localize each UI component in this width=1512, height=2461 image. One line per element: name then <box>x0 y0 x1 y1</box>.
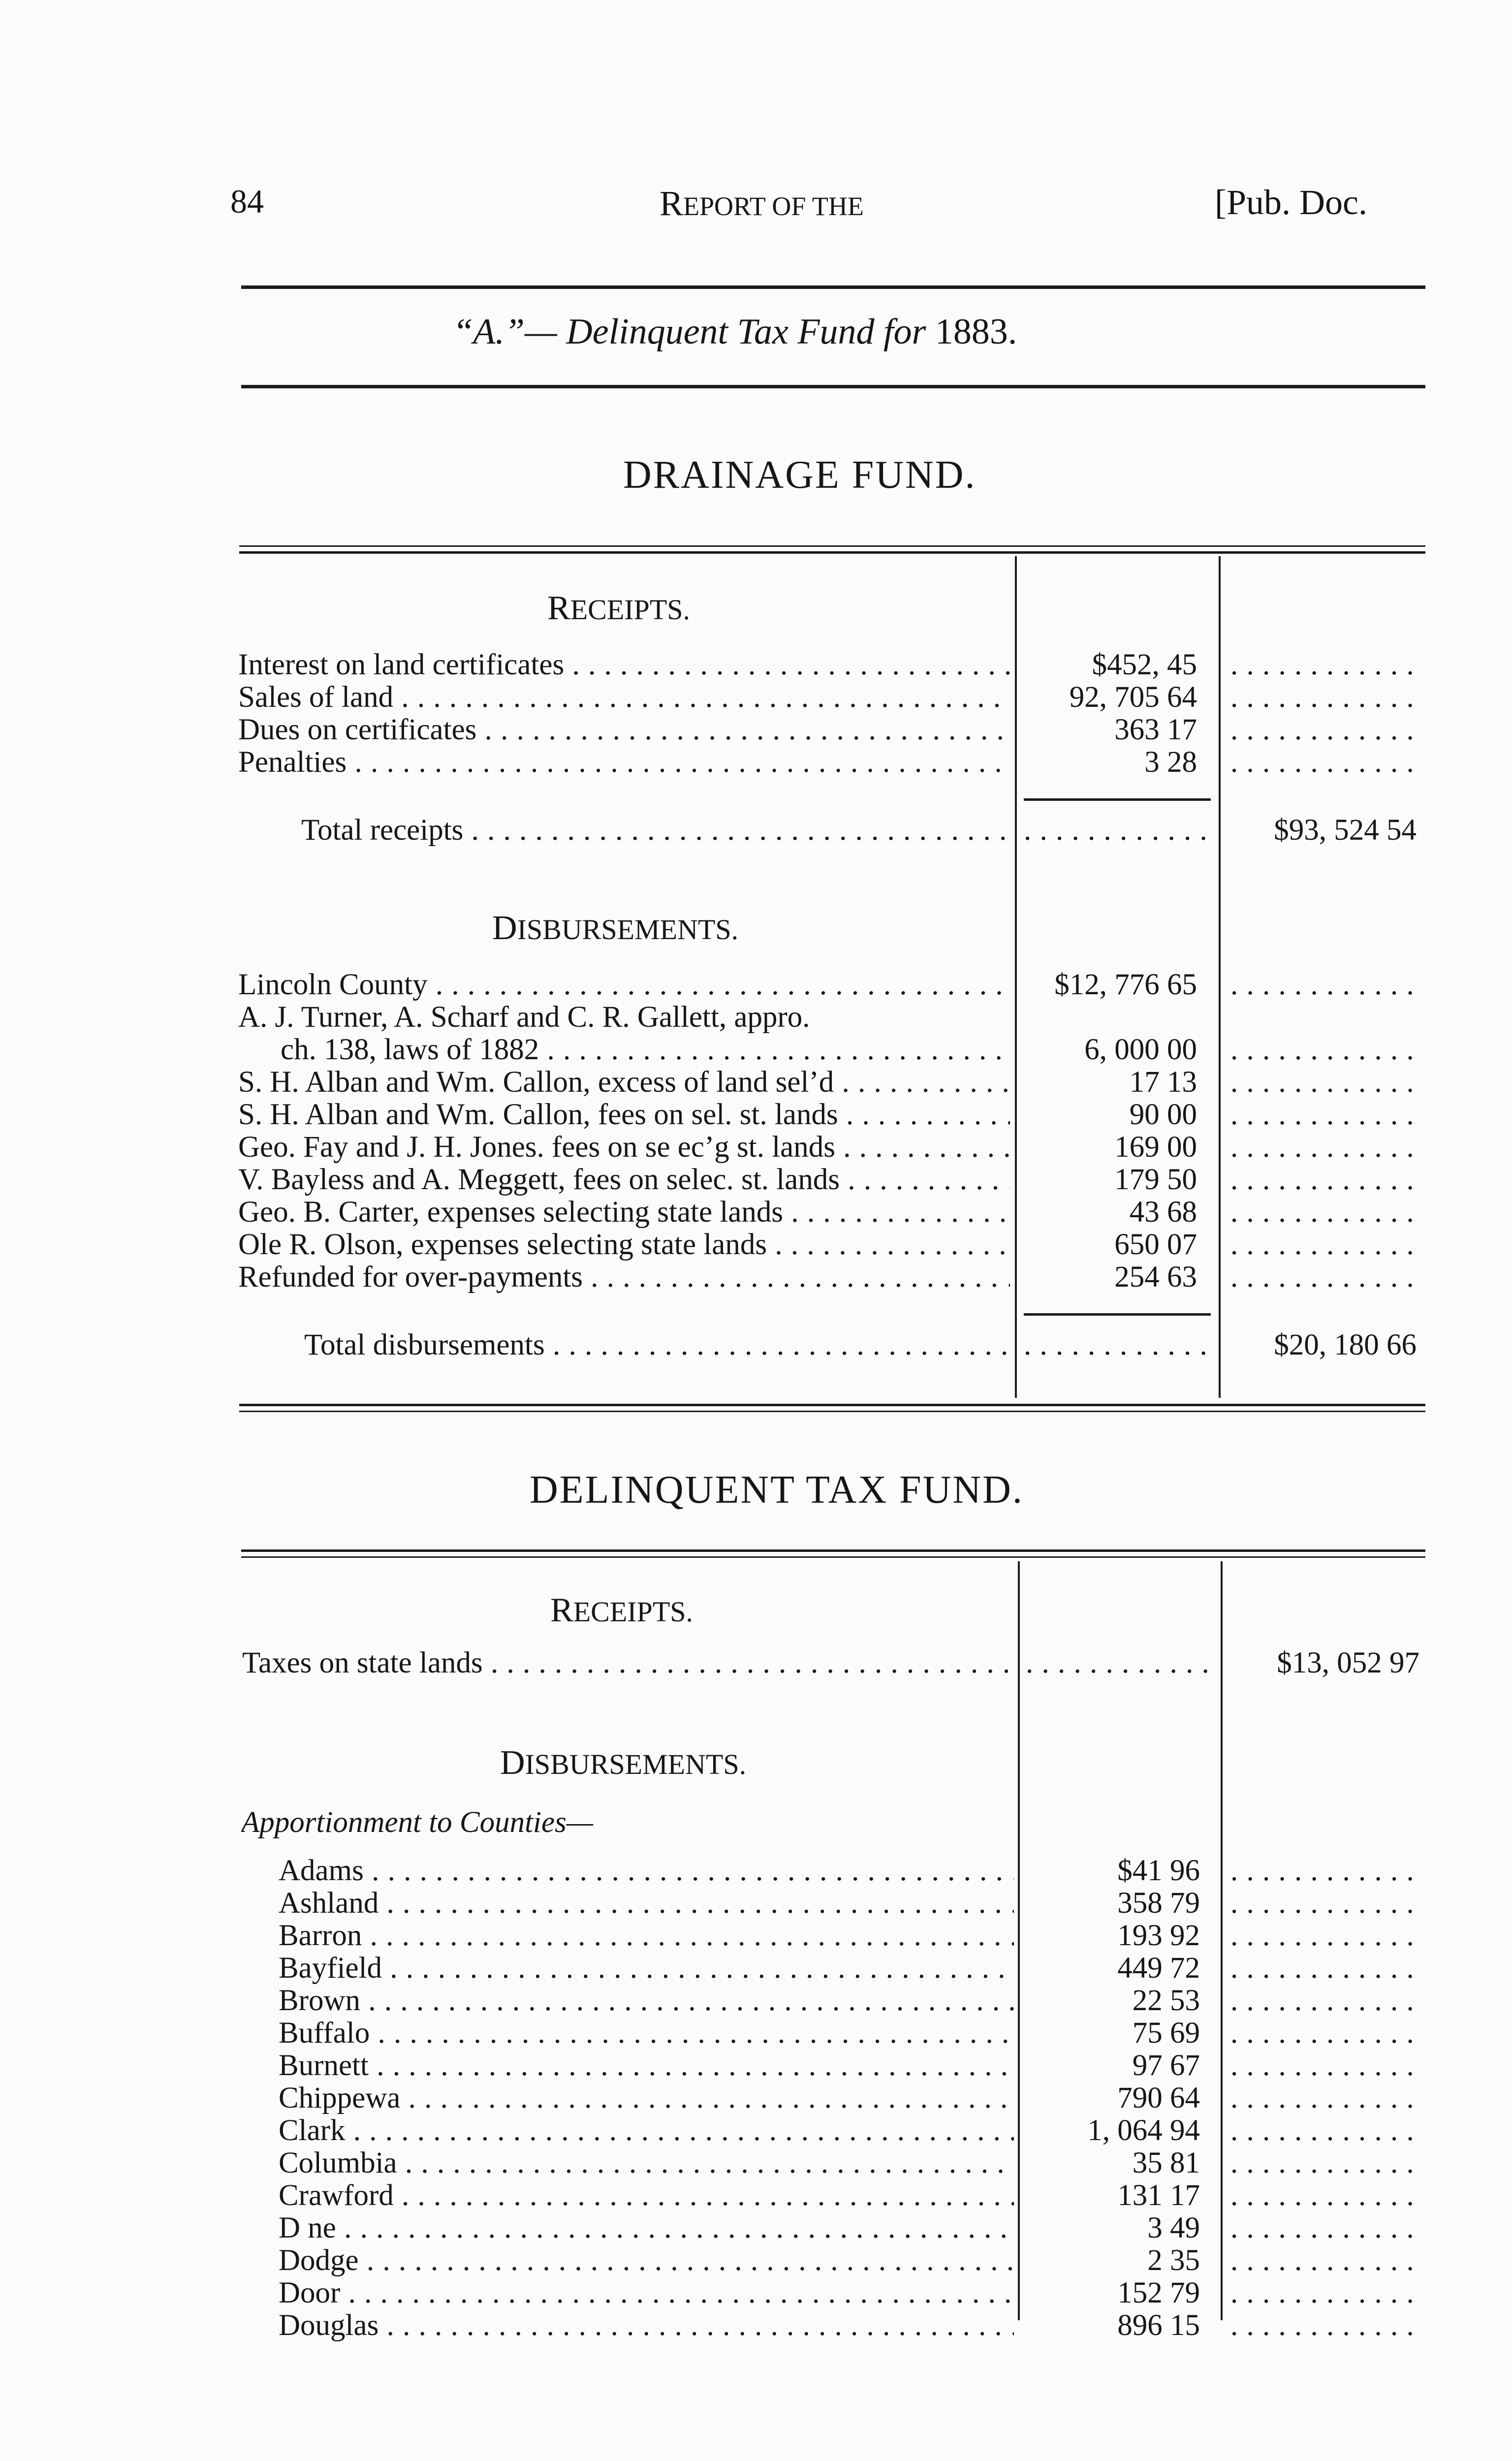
delinquent-fund-title: DELINQUENT TAX FUND. <box>530 1468 1024 1512</box>
disbursement-row <box>0 1261 1512 1294</box>
disbursement-row-col2-dots <box>1230 1164 1419 1196</box>
total-disbursements-amount: $20, 180 66 <box>1274 1328 1417 1361</box>
county-row <box>0 1855 1512 1887</box>
disbursement-row-amount: $12, 776 65 <box>1054 968 1197 1001</box>
county-row <box>0 2050 1512 2082</box>
delinquent-disbursements-heading <box>500 1743 746 1783</box>
county-row-label: Chippewa . . . <box>279 2082 1014 2114</box>
disbursement-row <box>0 1066 1512 1099</box>
county-row-amount: 152 79 <box>1117 2276 1200 2309</box>
disbursement-row <box>0 1196 1512 1229</box>
taxes-col1-dots <box>1026 1647 1215 1679</box>
disbursement-row <box>0 1229 1512 1261</box>
receipt-row <box>0 649 1512 681</box>
county-row-col2-dots <box>1230 2179 1419 2212</box>
document-type: [Pub. Doc. <box>1215 183 1367 222</box>
receipt-row <box>0 746 1512 779</box>
apportionment-label: Apportionment to Counties— <box>241 1806 594 1839</box>
receipt-row <box>0 714 1512 746</box>
receipt-row-label: Penalties . . . <box>238 746 1010 779</box>
drainage-disbursements-heading <box>492 909 738 948</box>
disbursement-row-amount: 90 00 <box>1129 1098 1197 1131</box>
county-row-col2-dots <box>1230 2114 1419 2147</box>
county-row-amount: 896 15 <box>1117 2309 1200 2342</box>
disbursement-row-label: Ole R. Olson, expenses selecting state lands . . . <box>238 1229 1010 1261</box>
disbursement-row-col2-dots <box>1230 1196 1419 1229</box>
receipt-row-amount: 3 28 <box>1144 746 1197 779</box>
receipt-row-amount: $452, 45 <box>1092 648 1197 681</box>
total-receipts-row <box>0 814 1512 847</box>
disbursement-row-label: A. J. Turner, A. Scharf and C. R. Gallett, appro. <box>238 1001 810 1034</box>
county-row <box>0 2017 1512 2050</box>
disbursement-row-label: V. Bayless and A. Meggett, fees on selec. st. lands . . . <box>238 1164 1010 1196</box>
disbursement-row-label: Refunded for over-payments . . . <box>238 1261 1010 1294</box>
county-row-col2-dots <box>1230 2082 1419 2114</box>
county-row-amount: 3 49 <box>1147 2211 1200 2244</box>
disbursements-sum-line <box>1024 1313 1211 1316</box>
county-row-amount: 790 64 <box>1117 2082 1200 2114</box>
delinquent-disb-rest: ISBURSEMENTS. <box>525 1748 747 1780</box>
county-row <box>0 1985 1512 2017</box>
disbursement-row <box>0 1099 1512 1131</box>
delinquent-receipts-cap: R <box>550 1591 573 1629</box>
county-row-amount: 75 69 <box>1132 2017 1200 2050</box>
receipt-row <box>0 681 1512 714</box>
receipts-sum-line <box>1024 798 1211 801</box>
disbursements-cap: D <box>492 909 517 947</box>
taxes-amount: $13, 052 97 <box>1277 1646 1419 1679</box>
county-row-label: Clark . . . <box>279 2114 1014 2147</box>
receipt-row-col2-dots <box>1230 714 1419 746</box>
county-row-col2-dots <box>1230 2147 1419 2179</box>
taxes-label: Taxes on state lands . . . <box>242 1647 1013 1679</box>
disbursement-row-col2-dots <box>1230 1131 1419 1164</box>
county-row-label: Buffalo . . . <box>279 2017 1014 2050</box>
receipts-rest: ECEIPTS. <box>570 594 691 626</box>
drainage-top-rule-1 <box>239 545 1425 547</box>
disbursement-row-amount: 169 00 <box>1114 1131 1197 1164</box>
disbursement-row-col2-dots <box>1230 1034 1419 1066</box>
drainage-bottom-rule-2 <box>239 1411 1425 1412</box>
subtitle-text: “A.”— Delinquent Tax Fund for <box>453 312 926 352</box>
county-row <box>0 2147 1512 2179</box>
disbursement-row-label: Geo. Fay and J. H. Jones. fees on se ec’g st. lands . . . <box>238 1131 1010 1164</box>
drainage-top-rule-2 <box>239 551 1425 554</box>
disbursement-row <box>0 1001 1512 1034</box>
disbursement-row-amount: 6, 000 00 <box>1084 1033 1197 1066</box>
running-title <box>660 183 864 224</box>
drainage-bottom-rule-1 <box>239 1404 1425 1406</box>
delinquent-top-rule-1 <box>241 1549 1425 1552</box>
disbursement-row <box>0 1034 1512 1066</box>
receipt-row-amount: 92, 705 64 <box>1069 681 1197 714</box>
disbursement-row-label: S. H. Alban and Wm. Callon, excess of land sel’d . . . <box>238 1066 1010 1099</box>
county-row-col2-dots <box>1230 1855 1419 1887</box>
county-row-label: Columbia . . . <box>279 2147 1014 2179</box>
county-row <box>0 1952 1512 1985</box>
county-row-amount: $41 96 <box>1117 1854 1200 1887</box>
county-row <box>0 1920 1512 1952</box>
county-row-label: Douglas . . . <box>279 2309 1014 2342</box>
receipt-row-col2-dots <box>1230 746 1419 779</box>
receipts-cap: R <box>547 589 570 627</box>
county-row-amount: 131 17 <box>1117 2179 1200 2212</box>
county-row <box>0 2277 1512 2309</box>
disbursement-row-amount: 650 07 <box>1114 1228 1197 1261</box>
county-row <box>0 2082 1512 2114</box>
county-row-amount: 35 81 <box>1132 2146 1200 2179</box>
receipt-row-label: Sales of land . . . <box>238 681 1010 714</box>
county-row-amount: 193 92 <box>1117 1919 1200 1952</box>
disbursements-rest: ISBURSEMENTS. <box>517 914 739 946</box>
county-row-label: Crawford . . . <box>279 2179 1014 2212</box>
receipt-row-label: Interest on land certificates . . . <box>238 649 1010 681</box>
disbursement-row-amount: 254 63 <box>1114 1261 1197 1294</box>
subtitle-rule <box>241 385 1425 388</box>
disbursement-row <box>0 1164 1512 1196</box>
disbursement-row-label: S. H. Alban and Wm. Callon, fees on sel. st. lands . . . <box>238 1099 1010 1131</box>
disbursement-row-label: Lincoln County . . . <box>238 969 1010 1001</box>
county-row-col2-dots <box>1230 2309 1419 2342</box>
county-row-col2-dots <box>1230 1952 1419 1985</box>
county-row-label: Adams . . . <box>279 1855 1014 1887</box>
delinquent-receipts-heading <box>550 1591 693 1630</box>
county-row <box>0 2309 1512 2342</box>
county-row-label: Ashland . . . <box>279 1887 1014 1920</box>
total-disb-col1-dots <box>1024 1329 1211 1361</box>
apportionment-heading-row <box>0 1806 1512 1839</box>
drainage-receipts-heading <box>547 589 690 628</box>
disbursement-row-col2-dots <box>1230 1066 1419 1099</box>
county-row-col2-dots <box>1230 2017 1419 2050</box>
drainage-fund-title: DRAINAGE FUND. <box>623 453 976 497</box>
disbursement-row-col2-dots <box>1230 1099 1419 1131</box>
total-disbursements-row <box>0 1329 1512 1361</box>
table-subtitle <box>453 311 1017 353</box>
county-row-label: Bayfield . . . <box>279 1952 1014 1985</box>
disbursement-row-label: ch. 138, laws of 1882 . . . <box>281 1034 1010 1066</box>
taxes-on-state-lands-row <box>0 1647 1512 1679</box>
running-title-rest: EPORT OF THE <box>683 191 864 221</box>
disbursement-row-col2-dots <box>1230 1229 1419 1261</box>
total-receipts-amount: $93, 524 54 <box>1274 814 1417 847</box>
receipt-row-col2-dots <box>1230 649 1419 681</box>
county-row-col2-dots <box>1230 2050 1419 2082</box>
county-row <box>0 2179 1512 2212</box>
county-row-col2-dots <box>1230 2212 1419 2244</box>
delinquent-disb-cap: D <box>500 1744 525 1782</box>
disbursement-row-amount: 17 13 <box>1129 1066 1197 1099</box>
receipt-row-amount: 363 17 <box>1114 713 1197 746</box>
county-row-col2-dots <box>1230 1985 1419 2017</box>
county-row-col2-dots <box>1230 2277 1419 2309</box>
county-row-label: Door . . . <box>279 2277 1014 2309</box>
total-receipts-col1-dots <box>1024 814 1211 847</box>
disbursement-row-label: Geo. B. Carter, expenses selecting state lands . . . <box>238 1196 1010 1229</box>
page-number: 84 <box>230 183 264 220</box>
county-row <box>0 2114 1512 2147</box>
county-row-col2-dots <box>1230 2244 1419 2277</box>
county-row-label: Barron . . . <box>279 1920 1014 1952</box>
running-title-cap: R <box>660 184 684 223</box>
delinquent-receipts-rest: ECEIPTS. <box>573 1596 693 1628</box>
receipt-row-col2-dots <box>1230 681 1419 714</box>
delinquent-top-rule-2 <box>241 1556 1425 1558</box>
header-rule <box>241 285 1425 289</box>
county-row-col2-dots <box>1230 1887 1419 1920</box>
total-disbursements-label: Total disbursements . . . <box>304 1329 1010 1361</box>
receipt-row-label: Dues on certificates . . . <box>238 714 1010 746</box>
disbursement-row-amount: 179 50 <box>1114 1163 1197 1196</box>
county-row <box>0 1887 1512 1920</box>
county-row-amount: 358 79 <box>1117 1887 1200 1920</box>
county-row-label: Burnett . . . <box>279 2050 1014 2082</box>
county-row-amount: 97 67 <box>1132 2049 1200 2082</box>
county-row-label: D ne . . . <box>279 2212 1014 2244</box>
county-row-amount: 449 72 <box>1117 1952 1200 1985</box>
disbursement-row-col2-dots <box>1230 1261 1419 1294</box>
county-row-label: Brown . . . <box>279 1985 1014 2017</box>
disbursement-row-col2-dots <box>1230 969 1419 1001</box>
county-row <box>0 2212 1512 2244</box>
disbursement-row <box>0 1131 1512 1164</box>
subtitle-year: 1883. <box>935 312 1017 352</box>
disbursement-row <box>0 969 1512 1001</box>
county-row <box>0 2244 1512 2277</box>
county-row-amount: 1, 064 94 <box>1087 2114 1200 2147</box>
county-row-col2-dots <box>1230 1920 1419 1952</box>
total-receipts-label: Total receipts . . . <box>301 814 1010 847</box>
county-row-label: Dodge . . . <box>279 2244 1014 2277</box>
disbursement-row-amount: 43 68 <box>1129 1196 1197 1229</box>
county-row-amount: 2 35 <box>1147 2244 1200 2277</box>
county-row-amount: 22 53 <box>1132 1984 1200 2017</box>
